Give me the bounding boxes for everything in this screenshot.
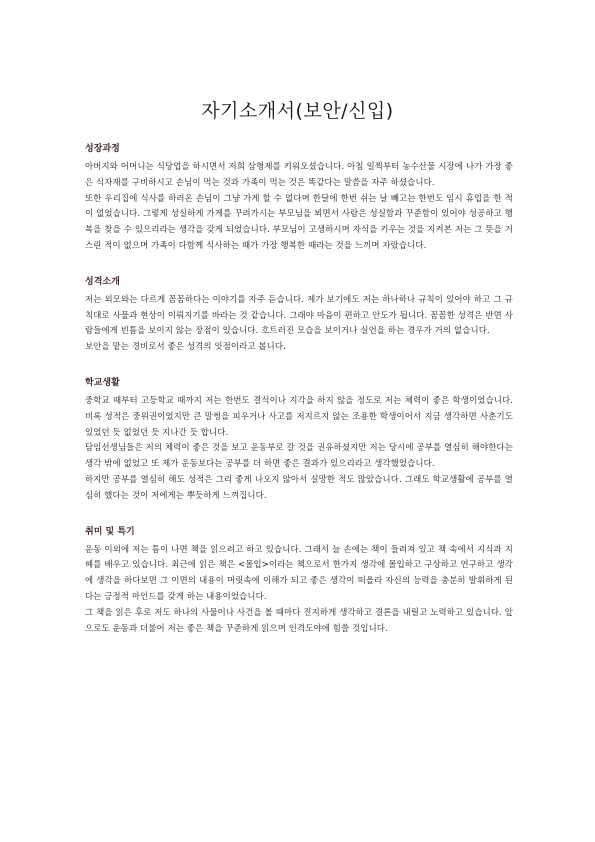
paragraph: 그 책을 읽은 후로 저도 하나의 사물이나 사건을 볼 때마다 진지하게 생각하고 결론을 내릴고 노력하고 있습니다. 앞으로도 운동과 더불어 저는 좋은 책을 꾸준하게 읽으며 인격도야에 힘쓸 것입니다. <box>85 606 513 633</box>
paragraph: 중학교 때부터 고등학교 때까지 저는 한번도 결석이나 지각을 하지 않을 정도로 저는 체력이 좋은 학생이었습니다. 비록 성적은 중위권이었지만 큰 말썽을 피우거나 사고를 저지르지 않는 조용한 학생이어서 지금 생각하면 사춘기도 있었던 듯 없었던 듯 지나간 듯 합니다. <box>85 394 513 437</box>
paragraph: 저는 외모와는 다르게 꼼꼼하다는 이야기를 자주 듣습니다. 제가 보기에도 저는 하나하나 규칙이 있어야 하고 그 규칙대로 사물과 현상이 이뤄지기를 바라는 것 같습니다. 그래야 마음이 편하고 안도가 됩니다. 꼼꼼한 성격은 반면 사람들에게 빈틈을 보이지 않는 장점이 있습니다. 흐트러진 모습을 보이거나 실언을 하는 경우가 거의 없습니다. <box>85 293 513 336</box>
document-body <box>85 143 513 658</box>
section-hobbies <box>85 526 513 637</box>
paragraph: 보안을 맡는 경비로서 좋은 성격의 잇점이라고 봅니다. <box>85 341 286 352</box>
section-personality <box>85 276 513 355</box>
section-heading: 성격소개 <box>85 276 120 287</box>
paragraph: 아버지와 어머니는 식당업을 하시면서 저희 삼형제를 키워오셨습니다. 아침 일찍부터 농수산물 시장에 나가 가장 좋은 식자재를 구비하시고 손님이 먹는 것과 가족이 먹는 것은 똑같다는 말씀을 자주 하셨습니다. <box>85 161 513 187</box>
section-heading: 성장과정 <box>85 144 120 154</box>
paragraph: 하지만 공부를 열심히 해도 성적은 그리 좋게 나오지 않아서 실망한 적도 많았습니다. 그래도 학교생활에 공부를 열심히 했다는 것이 저에게는 뿌듯하게 느껴집니다. <box>85 473 513 500</box>
paragraph: 또한 우리집에 식사를 하러온 손님이 그냥 가게 할 수 없다며 한달에 한번 쉬는 날 빼고는 한번도 임시 휴업을 한 적이 없었습니다. 그렇게 성실하게 가게를 꾸려가시는 부모님을 뵈면서 사람은 성실함과 꾸준함이 있어야 성공하고 행복을 찾을 수 있으리라는 생각을 갖게 되었습니다. 부모님이 고생하시며 자식을 키우는 것을 지켜본 저는 그 뜻을 거스린 적이 없으며 가족이 다함께 식사하는 때가 가장 행복한 때라는 것을 느끼며 자랐습니다. <box>85 192 513 250</box>
paragraph: 운동 이외에 저는 틈이 나면 책을 읽으려고 하고 있습니다. 그래서 늘 손에는 책이 들려져 있고 책 속에서 지식과 지혜를 배우고 있습니다. 최근에 읽은 책은 <몰입>이라는 책으로서 한가지 생각에 몰입하고 구상하고 연구하고 생각에 생각을 하다보면 그 이면의 내용이 머릿속에 이해가 되고 좋은 생각이 떠올라 자신의 능력을 충분히 발휘하게 된다는 긍정적 마인드를 갖게 하는 내용이었습니다. <box>85 543 513 601</box>
section-school-life <box>85 377 513 504</box>
section-growth <box>85 143 513 254</box>
paragraph: 담임선생님들은 저의 체력이 좋은 것을 보고 운동부로 갈 것을 권유하셨지만 저는 당시에 공부를 열심히 해야한다는 생각 밖에 없었고 또 제가 운동보다는 공부를 더 하면 좋은 결과가 있으리라고 생각했었습니다. <box>85 442 513 469</box>
section-heading: 취미 및 특기 <box>85 526 135 537</box>
document-title: 자기소개서(보안/신입) <box>201 100 394 122</box>
section-heading: 학교생활 <box>85 377 120 388</box>
